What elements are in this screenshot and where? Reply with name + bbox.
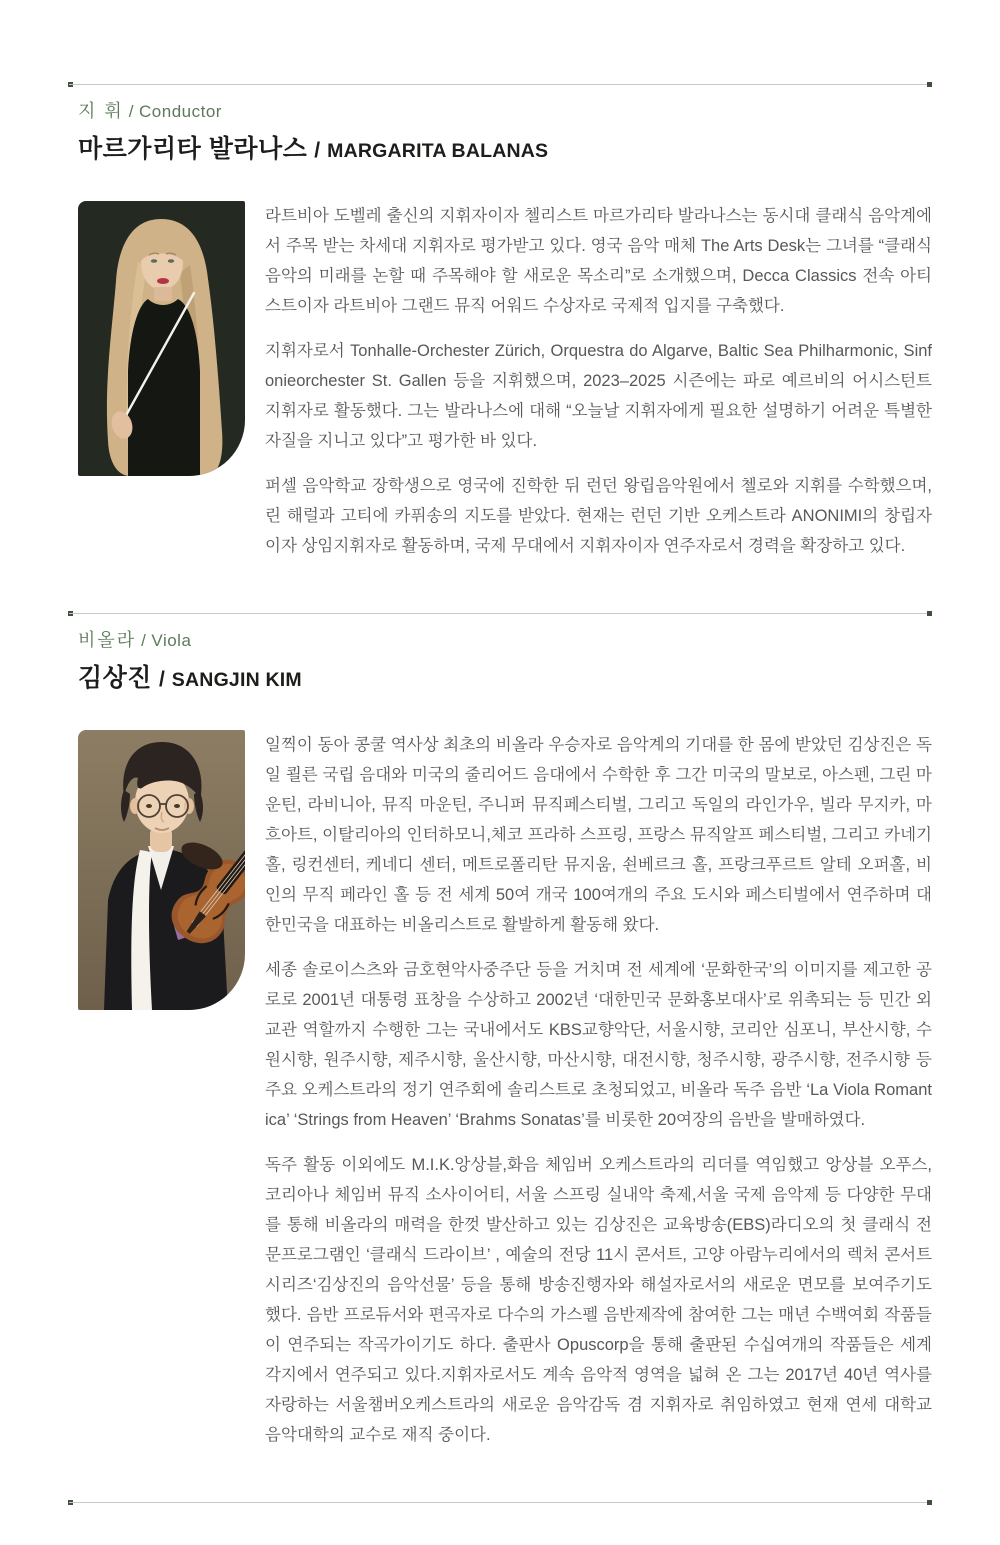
profile-row xyxy=(78,730,932,1450)
role-korean: 비올라 xyxy=(78,630,137,650)
divider-rule xyxy=(69,84,931,85)
conductor-portrait-illustration xyxy=(78,201,245,476)
divider-rule xyxy=(69,613,931,614)
role-english: Viola xyxy=(151,631,192,650)
divider-endcap-icon xyxy=(927,1500,932,1505)
section-header xyxy=(78,626,932,694)
artist-name-english: MARGARITA BALANAS xyxy=(327,140,549,162)
artist-name-korean: 마르가리타 발라나스 xyxy=(78,135,308,163)
role-separator: / xyxy=(128,102,135,121)
divider-endcap-icon xyxy=(927,611,932,616)
bio-paragraph: 독주 활동 이외에도 M.I.K.앙상블,화음 체임버 오케스트라의 리더를 역임했고 앙상블 오푸스,코리아나 체임버 뮤직 소사이어티, 서울 스프링 실내악 축제,서울 국제 음악제 등 다양한 무대를 통해 비올라의 매력을 한껏 발산하고 있는 김상진은 교육방송(EBS)라디오의 첫 클래식 전문프로그램인 ‘클래식 드라이브’ , 예술의 전당 11시 콘서트, 고양 아람누리에서의 렉처 콘서트 시리즈‘김상진의 음악선물’ 등을 통해 방송진행자와 해설자로서의 새로운 면모를 보여주기도 했다. 음반 프로듀서와 편곡자로 다수의 가스펠 음반제작에 참여한 그는 매년 수백여회 작품들이 연주되는 작곡가이기도 하다. 출판사 Opuscorp을 통해 출판된 수십여개의 작품들은 세계 각지에서 연주되고 있다.지휘자로서도 계속 음악적 영역을 넓혀 온 그는 2017년 40년 역사를 자랑하는 서울챔버오케스트라의 새로운 음악감독 겸 지휘자로 취임하였고 현재 연세 대학교 음악대학의 교수로 재직 중이다. xyxy=(265,1156,932,1444)
name-separator: / xyxy=(158,668,165,691)
bio-paragraph: 세종 솔로이스츠와 금호현악사중주단 등을 거치며 전 세계에 ‘문화한국’의 이미지를 제고한 공로로 2001년 대통령 표창을 수상하고 2002년 ‘대한민국 문화홍보대사’로 위촉되는 등 민간 외교관 역할까지 수행한 그는 국내에서도 KBS교향악단, 서울시향, 코리안 심포니, 부산시향, 수원시향, 원주시향, 제주시향, 울산시향, 마산시향, 대전시향, 청주시향, 광주시향, 전주시향 등 주요 오케스트라의 정기 연주회에 솔리스트로 초청되었고, 비올라 독주 음반 ‘La Viola Romantica’ ‘Strings from Heaven’ ‘Brahms Sonatas’를 비롯한 20여장의 음반을 발매하였다. xyxy=(265,961,932,1129)
role-english: Conductor xyxy=(139,102,222,121)
divider-rule xyxy=(69,1502,931,1503)
bio-text-conductor xyxy=(265,201,932,561)
violist-portrait-illustration xyxy=(78,730,245,1010)
section-divider-top xyxy=(68,82,932,87)
role-korean: 지 휘 xyxy=(78,101,124,121)
artist-photo-kim xyxy=(78,730,245,1010)
section-divider-bottom xyxy=(68,1500,932,1505)
artist-photo-balanas xyxy=(78,201,245,476)
artist-name-line xyxy=(78,129,932,165)
artist-name-english: SANGJIN KIM xyxy=(171,669,302,691)
name-separator: / xyxy=(314,139,321,162)
divider-endcap-icon xyxy=(927,82,932,87)
section-conductor xyxy=(68,97,932,561)
bio-text-viola xyxy=(265,730,932,1450)
bio-paragraph: 퍼셀 음악학교 장학생으로 영국에 진학한 뒤 런던 왕립음악원에서 첼로와 지휘를 수학했으며, 린 해럴과 고티에 카퓌송의 지도를 받았다. 현재는 런던 기반 오케스트라 ANONIMI의 창립자이자 상임지휘자로 활동하며, 국제 무대에서 지휘자이자 연주자로서 경력을 확장하고 있다. xyxy=(265,477,932,555)
role-separator: / xyxy=(141,631,147,650)
section-header xyxy=(78,97,932,165)
bio-paragraph: 지휘자로서 Tonhalle-Orchester Zürich, Orquestra do Algarve, Baltic Sea Philharmonic, Sinfonieorchester St. Gallen 등을 지휘했으며, 2023–2025 시즌에는 파로 예르비의 어시스턴트 지휘자로 활동했다. 그는 발라나스에 대해 “오늘날 지휘자에게 필요한 설명하기 어려운 특별한 자질을 지니고 있다”고 평가한 바 있다. xyxy=(265,342,932,450)
section-viola xyxy=(68,626,932,1450)
bio-paragraph: 일찍이 동아 콩쿨 역사상 최초의 비올라 우승자로 음악계의 기대를 한 몸에 받았던 김상진은 독일 쾰른 국립 음대와 미국의 줄리어드 음대에서 수학한 후 그간 미국의 말보로, 아스펜, 그린 마운틴, 라비니아, 뮤직 마운틴, 주니퍼 뮤직페스티벌, 그리고 독일의 라인가우, 빌라 무지카, 마흐아트, 이탈리아의 인터하모니,체코 프라하 스프링, 프랑스 뮤직알프 페스티벌, 그리고 카네기홀, 링컨센터, 케네디 센터, 메트로폴리탄 뮤지움, 쇤베르크 홀, 프랑크푸르트 알테 오퍼홀, 비인의 무직 페라인 홀 등 전 세계 50여 개국 100여개의 주요 도시와 페스티벌에서 연주하며 대한민국을 대표하는 비올리스트로 활발하게 활동해 왔다. xyxy=(265,736,932,934)
section-divider-middle xyxy=(68,611,932,616)
role-line xyxy=(78,97,932,123)
role-line xyxy=(78,626,932,652)
artist-name-korean: 김상진 xyxy=(78,664,152,692)
bio-paragraph: 라트비아 도벨레 출신의 지휘자이자 첼리스트 마르가리타 발라나스는 동시대 클래식 음악계에서 주목 받는 차세대 지휘자로 평가받고 있다. 영국 음악 매체 The Arts Desk는 그녀를 “클래식 음악의 미래를 논할 때 주목해야 할 새로운 목소리”로 소개했으며, Decca Classics 전속 아티스트이자 라트비아 그랜드 뮤직 어워드 수상자로 국제적 입지를 구축했다. xyxy=(265,207,932,315)
profile-row xyxy=(78,201,932,561)
artist-name-line xyxy=(78,658,932,694)
